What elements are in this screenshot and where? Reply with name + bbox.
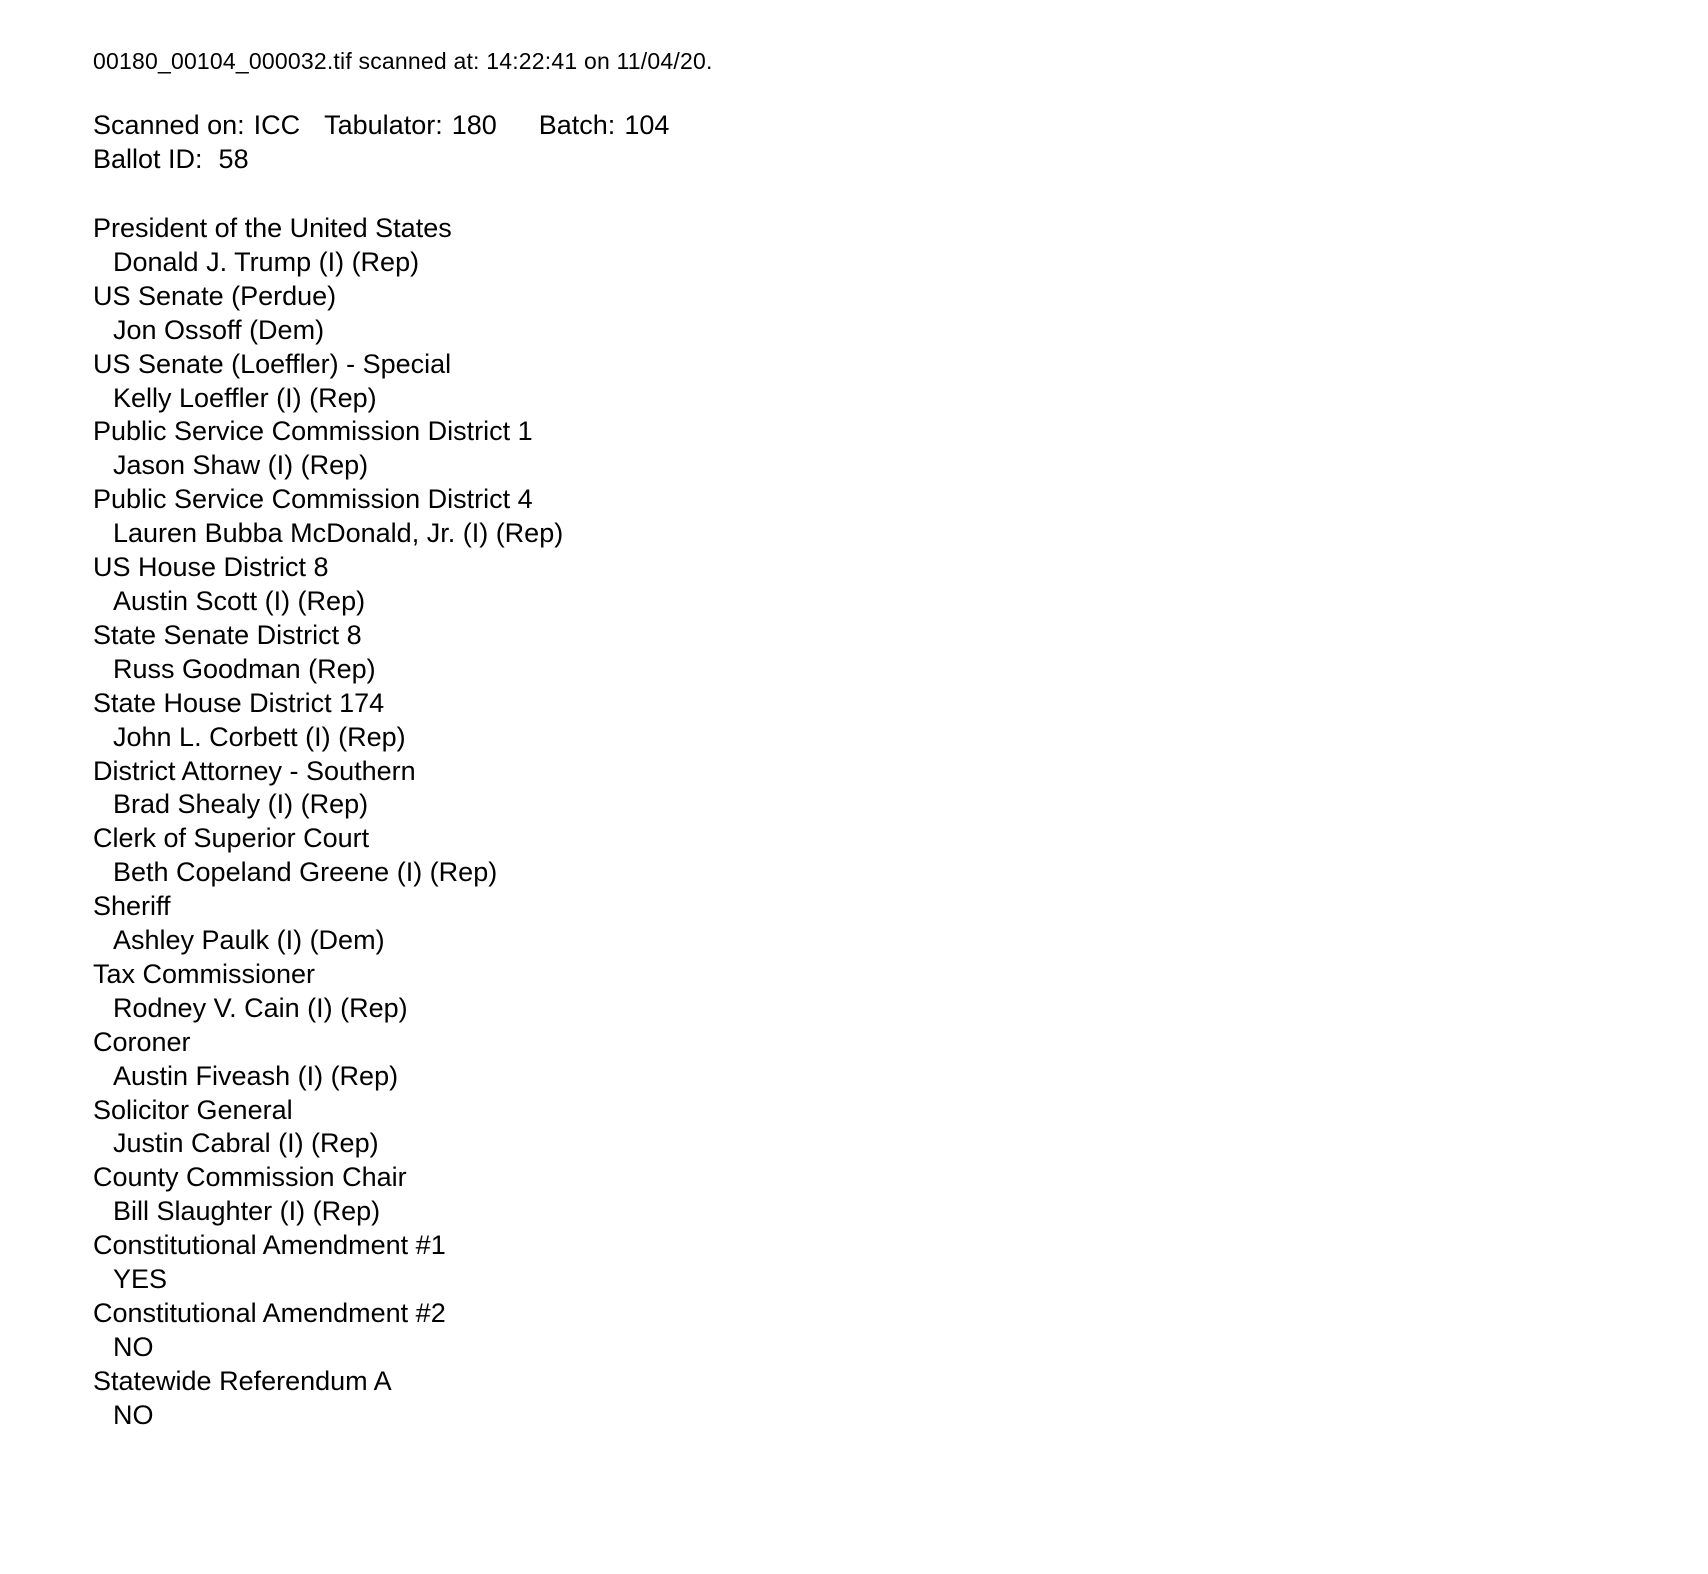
contest-selection: Austin Fiveash (I) (Rep) [113,1060,399,1091]
contest-name: County Commission Chair [93,1162,407,1193]
batch-label: Batch: [538,110,616,140]
contest-block [93,348,1668,416]
contest-selection: Beth Copeland Greene (I) (Rep) [113,857,498,888]
contest-name: Coroner [93,1026,191,1057]
contest-name: Constitutional Amendment #1 [93,1230,446,1261]
contest-name: Public Service Commission District 4 [93,484,533,515]
contest-block [93,280,1668,348]
contest-block [93,1365,1668,1433]
scanned-on-value: ICC [253,110,301,140]
contest-selection: Bill Slaughter (I) (Rep) [113,1196,381,1227]
contest-block [93,212,1668,280]
contest-selection: Rodney V. Cain (I) (Rep) [113,992,408,1023]
scan-filename-header: 00180_00104_000032.tif scanned at: 14:22:41 on 11/04/20. [93,48,713,74]
contest-selection: Lauren Bubba McDonald, Jr. (I) (Rep) [113,518,564,549]
contest-list [93,212,1668,1433]
contest-selection: John L. Corbett (I) (Rep) [113,721,406,752]
ballot-id-line [93,142,1668,176]
contest-name: Statewide Referendum A [93,1365,392,1396]
tabulator-value: 180 [451,110,497,140]
contest-name: Public Service Commission District 1 [93,416,533,447]
contest-block [93,415,1668,483]
tabulator-label: Tabulator: [324,110,443,140]
scan-source-line [93,108,1668,142]
contest-selection: Brad Shealy (I) (Rep) [113,789,369,820]
contest-block [93,958,1668,1026]
contest-name: US Senate (Perdue) [93,280,337,311]
contest-selection: Donald J. Trump (I) (Rep) [113,246,420,277]
contest-name: US Senate (Loeffler) - Special [93,348,452,379]
contest-name: US House District 8 [93,552,329,583]
contest-block [93,890,1668,958]
contest-block [93,1229,1668,1297]
contest-block [93,755,1668,823]
batch-field [539,110,670,140]
contest-name: Tax Commissioner [93,958,316,989]
scan-info-block [93,108,1668,176]
contest-block [93,551,1668,619]
contest-block [93,687,1668,755]
contest-selection: Russ Goodman (Rep) [113,653,376,684]
contest-block [93,1297,1668,1365]
contest-selection: YES [113,1264,168,1295]
contest-selection: Jon Ossoff (Dem) [113,314,325,345]
contest-name: Solicitor General [93,1094,293,1125]
contest-name: State Senate District 8 [93,619,362,650]
contest-block [93,483,1668,551]
ballot-id-label: Ballot ID: [93,144,203,174]
contest-selection: NO [113,1399,154,1430]
contest-selection: Justin Cabral (I) (Rep) [113,1128,379,1159]
contest-block [93,1161,1668,1229]
contest-selection: Jason Shaw (I) (Rep) [113,450,369,481]
scanned-on-field [93,110,300,140]
contest-block [93,1094,1668,1162]
contest-selection: Ashley Paulk (I) (Dem) [113,925,385,956]
contest-selection: NO [113,1331,154,1362]
contest-name: District Attorney - Southern [93,755,416,786]
ballot-id-field [93,144,249,174]
contest-selection: Kelly Loeffler (I) (Rep) [113,382,377,413]
contest-selection: Austin Scott (I) (Rep) [113,585,366,616]
batch-value: 104 [624,110,670,140]
contest-block [93,1026,1668,1094]
contest-block [93,822,1668,890]
scanned-on-label: Scanned on: [93,110,245,140]
contest-name: Sheriff [93,891,171,922]
contest-block [93,619,1668,687]
contest-name: State House District 174 [93,687,385,718]
contest-name: Constitutional Amendment #2 [93,1298,446,1328]
contest-name: Clerk of Superior Court [93,823,370,854]
ballot-id-value: 58 [218,144,249,174]
contest-name: President of the United States [93,213,452,243]
tabulator-field [324,110,497,140]
